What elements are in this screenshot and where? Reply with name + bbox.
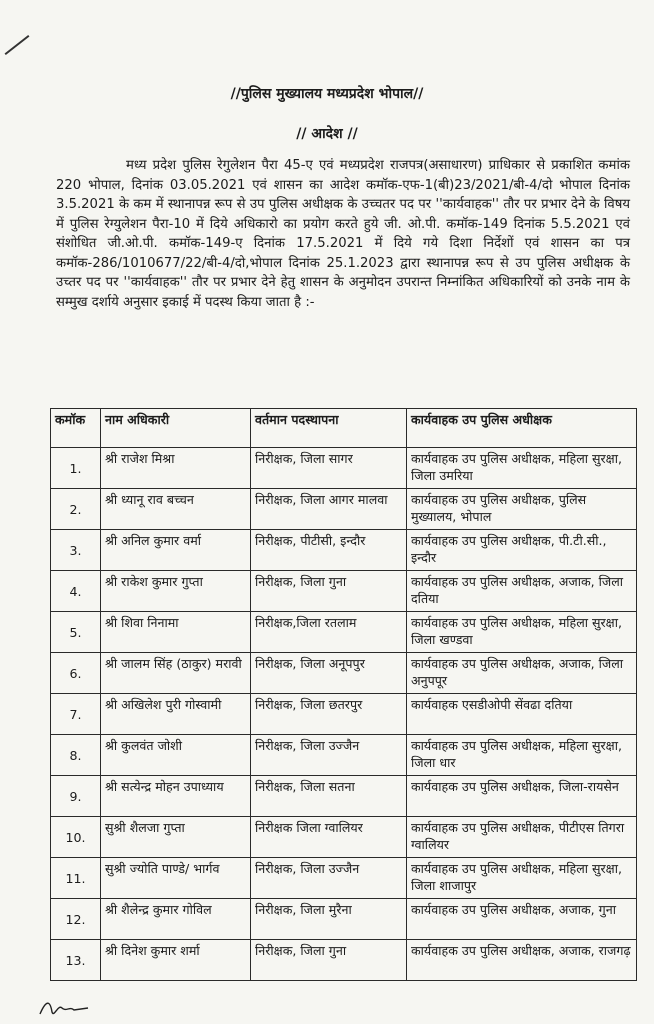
row-current-posting: निरीक्षक, जिला अनूपपुर [251, 653, 407, 694]
signature-mark [38, 996, 98, 1020]
table-header-row [51, 409, 637, 448]
row-serial-number: 6. [51, 653, 101, 694]
table-row [51, 776, 637, 817]
row-new-posting: कार्यवाहक उप पुलिस अधीक्षक, महिला सुरक्षा, जिला धार [407, 735, 637, 776]
row-officer-name: श्री राजेश मिश्रा [101, 448, 251, 489]
row-new-posting: कार्यवाहक उप पुलिस अधीक्षक, महिला सुरक्षा, जिला उमरिया [407, 448, 637, 489]
row-serial-number: 7. [51, 694, 101, 735]
row-new-posting: कार्यवाहक उप पुलिस अधीक्षक, अजाक, राजगढ़ [407, 940, 637, 981]
order-body-text: मध्य प्रदेश पुलिस रेगुलेशन पैरा 45-ए एवं मध्यप्रदेश राजपत्र(असाधारण) प्राधिकार से प्रकाशित कमांक 220 भोपाल, दिनांक 03.05.2021 एवं शासन का आदेश कमॉक-एफ-1(बी)23/2021/बी-4/दो भोपाल दिनांक 3.5.2021 के कम में स्थानापन्न रूप से उप पुलिस अधीक्षक के उच्चतर पद पर ''कार्यवाहक'' तौर पर प्रभार देने के विषय में पुलिस रेग्युलेशन पैरा-10 में दिये अधिकारो का प्रयोग करते हुये जी. ओ.पी. कमॉक-149 दिनांक 5.5.2021 एवं संशोधित जी.ओ.पी. कमॉक-149-ए दिनांक 17.5.2021 में दिये गये दिशा निर्देशों एवं शासन का पत्र कमॉक-286/1010677/22/बी-4/दो,भोपाल दिनांक 25.1.2023 द्वारा स्थानापन्न रूप से उप पुलिस अधीक्षक के उच्तर पद पर ''कार्यवाहक'' तौर पर प्रभार देने हेतु शासन के अनुमोदन उपरान्त निम्नांकित अधिकारियों को उनके नाम के सम्मुख दर्शाये अनुसार इकाई में पदस्थ किया जाता है :- [56, 158, 630, 310]
row-serial-number: 8. [51, 735, 101, 776]
row-serial-number: 5. [51, 612, 101, 653]
row-serial-number: 13. [51, 940, 101, 981]
table-row [51, 735, 637, 776]
row-serial-number: 4. [51, 571, 101, 612]
row-current-posting: निरीक्षक, जिला छतरपुर [251, 694, 407, 735]
row-new-posting: कार्यवाहक उप पुलिस अधीक्षक, पुलिस मुख्यालय, भोपाल [407, 489, 637, 530]
order-title: // आदेश // [296, 126, 358, 142]
table-row [51, 817, 637, 858]
row-new-posting: कार्यवाहक उप पुलिस अधीक्षक, अजाक, गुना [407, 899, 637, 940]
header-current-posting: वर्तमान पदस्थापना [251, 409, 407, 448]
office-heading: //पुलिस मुख्यालय मध्यप्रदेश भोपाल// [230, 86, 424, 102]
table-row [51, 940, 637, 981]
row-officer-name: सुश्री ज्योति पाण्डे/ भार्गव [101, 858, 251, 899]
row-officer-name: श्री अखिलेश पुरी गोस्वामी [101, 694, 251, 735]
row-current-posting: निरीक्षक, पीटीसी, इन्दौर [251, 530, 407, 571]
row-new-posting: कार्यवाहक उप पुलिस अधीक्षक, महिला सुरक्षा, जिला शाजापुर [407, 858, 637, 899]
row-new-posting: कार्यवाहक उप पुलिस अधीक्षक, अजाक, जिला दतिया [407, 571, 637, 612]
row-serial-number: 9. [51, 776, 101, 817]
row-serial-number: 3. [51, 530, 101, 571]
row-current-posting: निरीक्षक, जिला गुना [251, 940, 407, 981]
table-row [51, 899, 637, 940]
table-row [51, 858, 637, 899]
row-current-posting: निरीक्षक, जिला सागर [251, 448, 407, 489]
header-new-posting: कार्यवाहक उप पुलिस अधीक्षक [407, 409, 637, 448]
row-officer-name: श्री राकेश कुमार गुप्ता [101, 571, 251, 612]
header-sno: कमॉक [51, 409, 101, 448]
row-new-posting: कार्यवाहक उप पुलिस अधीक्षक, पी.टी.सी., इन्दौर [407, 530, 637, 571]
row-current-posting: निरीक्षक, जिला गुना [251, 571, 407, 612]
row-new-posting: कार्यवाहक उप पुलिस अधीक्षक, अजाक, जिला अनुपपूर [407, 653, 637, 694]
row-officer-name: श्री जालम सिंह (ठाकुर) मरावी [101, 653, 251, 694]
row-serial-number: 2. [51, 489, 101, 530]
row-new-posting: कार्यवाहक उप पुलिस अधीक्षक, पीटीएस तिगरा ग्वालियर [407, 817, 637, 858]
row-serial-number: 12. [51, 899, 101, 940]
row-officer-name: श्री शैलेन्द्र कुमार गोविल [101, 899, 251, 940]
row-current-posting: निरीक्षक, जिला सतना [251, 776, 407, 817]
table-row [51, 489, 637, 530]
row-serial-number: 10. [51, 817, 101, 858]
table-row [51, 530, 637, 571]
table-row [51, 653, 637, 694]
row-current-posting: निरीक्षक, जिला आगर मालवा [251, 489, 407, 530]
row-officer-name: श्री शिवा निनामा [101, 612, 251, 653]
row-current-posting: निरीक्षक,जिला रतलाम [251, 612, 407, 653]
officers-table [50, 408, 637, 981]
row-current-posting: निरीक्षक जिला ग्वालियर [251, 817, 407, 858]
header-name: नाम अधिकारी [101, 409, 251, 448]
row-serial-number: 11. [51, 858, 101, 899]
row-officer-name: श्री दिनेश कुमार शर्मा [101, 940, 251, 981]
row-officer-name: श्री ध्यानू राव बच्चन [101, 489, 251, 530]
row-officer-name: सुश्री शैलजा गुप्ता [101, 817, 251, 858]
row-current-posting: निरीक्षक, जिला मुरैना [251, 899, 407, 940]
table-row [51, 571, 637, 612]
row-serial-number: 1. [51, 448, 101, 489]
row-new-posting: कार्यवाहक उप पुलिस अधीक्षक, जिला-रायसेन [407, 776, 637, 817]
table-row [51, 612, 637, 653]
row-officer-name: श्री सत्येन्द्र मोहन उपाध्याय [101, 776, 251, 817]
row-current-posting: निरीक्षक, जिला उज्जैन [251, 858, 407, 899]
row-new-posting: कार्यवाहक उप पुलिस अधीक्षक, महिला सुरक्षा, जिला खण्डवा [407, 612, 637, 653]
table-row [51, 448, 637, 489]
table-row [51, 694, 637, 735]
row-officer-name: श्री कुलवंत जोशी [101, 735, 251, 776]
row-officer-name: श्री अनिल कुमार वर्मा [101, 530, 251, 571]
row-current-posting: निरीक्षक, जिला उज्जैन [251, 735, 407, 776]
row-new-posting: कार्यवाहक एसडीओपी सेंवढा दतिया [407, 694, 637, 735]
pen-mark [5, 35, 30, 55]
